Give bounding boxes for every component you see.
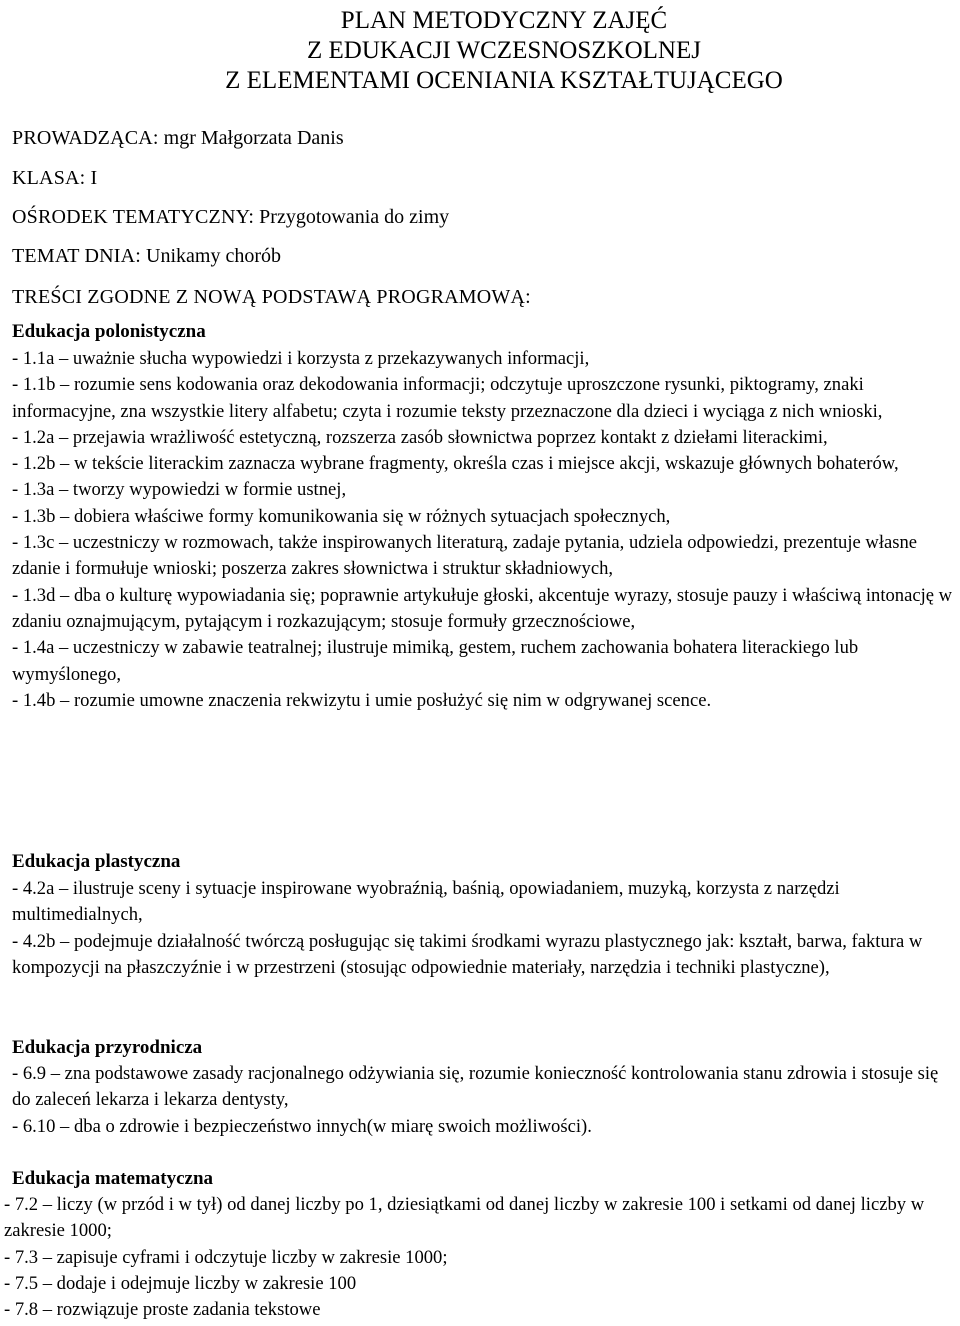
list-item: - 4.2b – podejmuje działalność twórczą posługując się takimi środkami wyrazu plastycznego jak: kształt, barwa, faktura w kompozycji na płaszczyźnie i w przestrzeni (stosując odpowiednie materiały, narzędzia i techniki plastyczne), (12, 930, 923, 978)
content-row (12, 285, 531, 309)
title-line: Z EDUKACJI WCZESNOSZKOLNEJ (307, 37, 701, 64)
document-title (0, 6, 960, 96)
teacher-label: PROWADZĄCA: (12, 127, 159, 149)
class-value: I (85, 167, 98, 189)
center-label: OŚRODEK TEMATYCZNY: (12, 206, 255, 228)
section-body-przyrodnicza (12, 1061, 958, 1140)
teacher-row (12, 126, 344, 150)
section-heading-plastyczna: Edukacja plastyczna (12, 851, 181, 872)
topic-label: TEMAT DNIA: (12, 245, 142, 267)
list-item: - 1.4a – uczestniczy w zabawie teatralnej; ilustruje mimiką, gestem, ruchem zachowania bohatera literackiego lub wymyślonego, (12, 637, 859, 685)
list-item: - 1.3a – tworzy wypowiedzi w formie ustnej, (12, 479, 347, 501)
section-body-matematyczna (4, 1192, 958, 1323)
list-item: - 7.3 – zapisuje cyframi i odczytuje liczby w zakresie 1000; (4, 1246, 448, 1268)
section-heading-matematyczna: Edukacja matematyczna (12, 1168, 214, 1189)
list-item: - 1.1a – uważnie słucha wypowiedzi i korzysta z przekazywanych informacji, (12, 348, 590, 369)
section-heading-polonistyczna: Edukacja polonistyczna (12, 321, 206, 342)
topic-row (12, 244, 281, 268)
list-item: - 6.9 – zna podstawowe zasady racjonalnego odżywiania się, rozumie konieczność kontrolowania stanu zdrowia i stosuje się do zaleceń lekarza i lekarza dentysty, (12, 1063, 939, 1111)
list-item: - 1.3c – uczestniczy w rozmowach, także inspirowanych literaturą, zadaje pytania, udziela odpowiedzi, prezentuje własne zdanie i formułuje wnioski; poszerza zakres słownictwa i struktur składniowych, (12, 532, 918, 580)
title-line: PLAN METODYCZNY ZAJĘĆ (340, 7, 668, 34)
list-item: - 1.3b – dobiera właściwe formy komunikowania się w różnych sytuacjach społecznych, (12, 505, 671, 527)
list-item: - 7.2 – liczy (w przód i w tył) od danej liczby po 1, dziesiątkami od danej liczby w zakresie 100 i setkami od danej liczby w zakresie 1000; (4, 1194, 925, 1242)
section-body-polonistyczna (12, 346, 958, 714)
section-heading-przyrodnicza: Edukacja przyrodnicza (12, 1037, 203, 1058)
topic-value: Unikamy chorób (141, 245, 282, 267)
center-value: Przygotowania do zimy (254, 206, 450, 228)
list-item: - 1.2b – w tekście literackim zaznacza wybrane fragmenty, określa czas i miejsce akcji, wskazuje głównych bohaterów, (12, 453, 899, 475)
list-item: - 1.4b – rozumie umowne znaczenia rekwizytu i umie posłużyć się nim w odgrywanej scence. (12, 689, 712, 711)
list-item: - 7.5 – dodaje i odejmuje liczby w zakresie 100 (4, 1272, 357, 1294)
list-item: - 4.2a – ilustruje sceny i sytuacje inspirowane wyobraźnią, baśnią, opowiadaniem, muzyką, korzysta z narzędzi multimedialnych, (12, 878, 840, 926)
list-item: - 6.10 – dba o zdrowie i bezpieczeństwo innych(w miarę swoich możliwości). (12, 1115, 592, 1137)
title-line: Z ELEMENTAMI OCENIANIA KSZTAŁTUJĄCEGO (225, 67, 783, 94)
content-label: TREŚCI ZGODNE Z NOWĄ PODSTAWĄ PROGRAMOWĄ: (12, 286, 531, 308)
list-item: - 1.2a – przejawia wrażliwość estetyczną, rozszerza zasób słownictwa poprzez kontakt z dziełami literackimi, (12, 426, 828, 448)
center-row (12, 205, 449, 229)
teacher-value: mgr Małgorzata Danis (158, 127, 344, 149)
class-label: KLASA: (12, 167, 86, 189)
class-row (12, 166, 97, 190)
list-item: - 1.1b – rozumie sens kodowania oraz dekodowania informacji; odczytuje uproszczone rysunki, piktogramy, znaki informacyjne, zna wszystkie litery alfabetu; czyta i rozumie teksty przeznaczone dla dzieci i wyciąga z nich wnioski, (12, 374, 883, 422)
list-item: - 1.3d – dba o kulturę wypowiadania się; poprawnie artykułuje głoski, akcentuje wyrazy, stosuje pauzy i właściwą intonację w zdaniu oznajmującym, pytającym i rozkazującym; stosuje formuły grzecznościowe, (12, 584, 953, 632)
list-item: - 7.8 – rozwiązuje proste zadania tekstowe (4, 1299, 321, 1321)
section-body-plastyczna (12, 876, 958, 981)
